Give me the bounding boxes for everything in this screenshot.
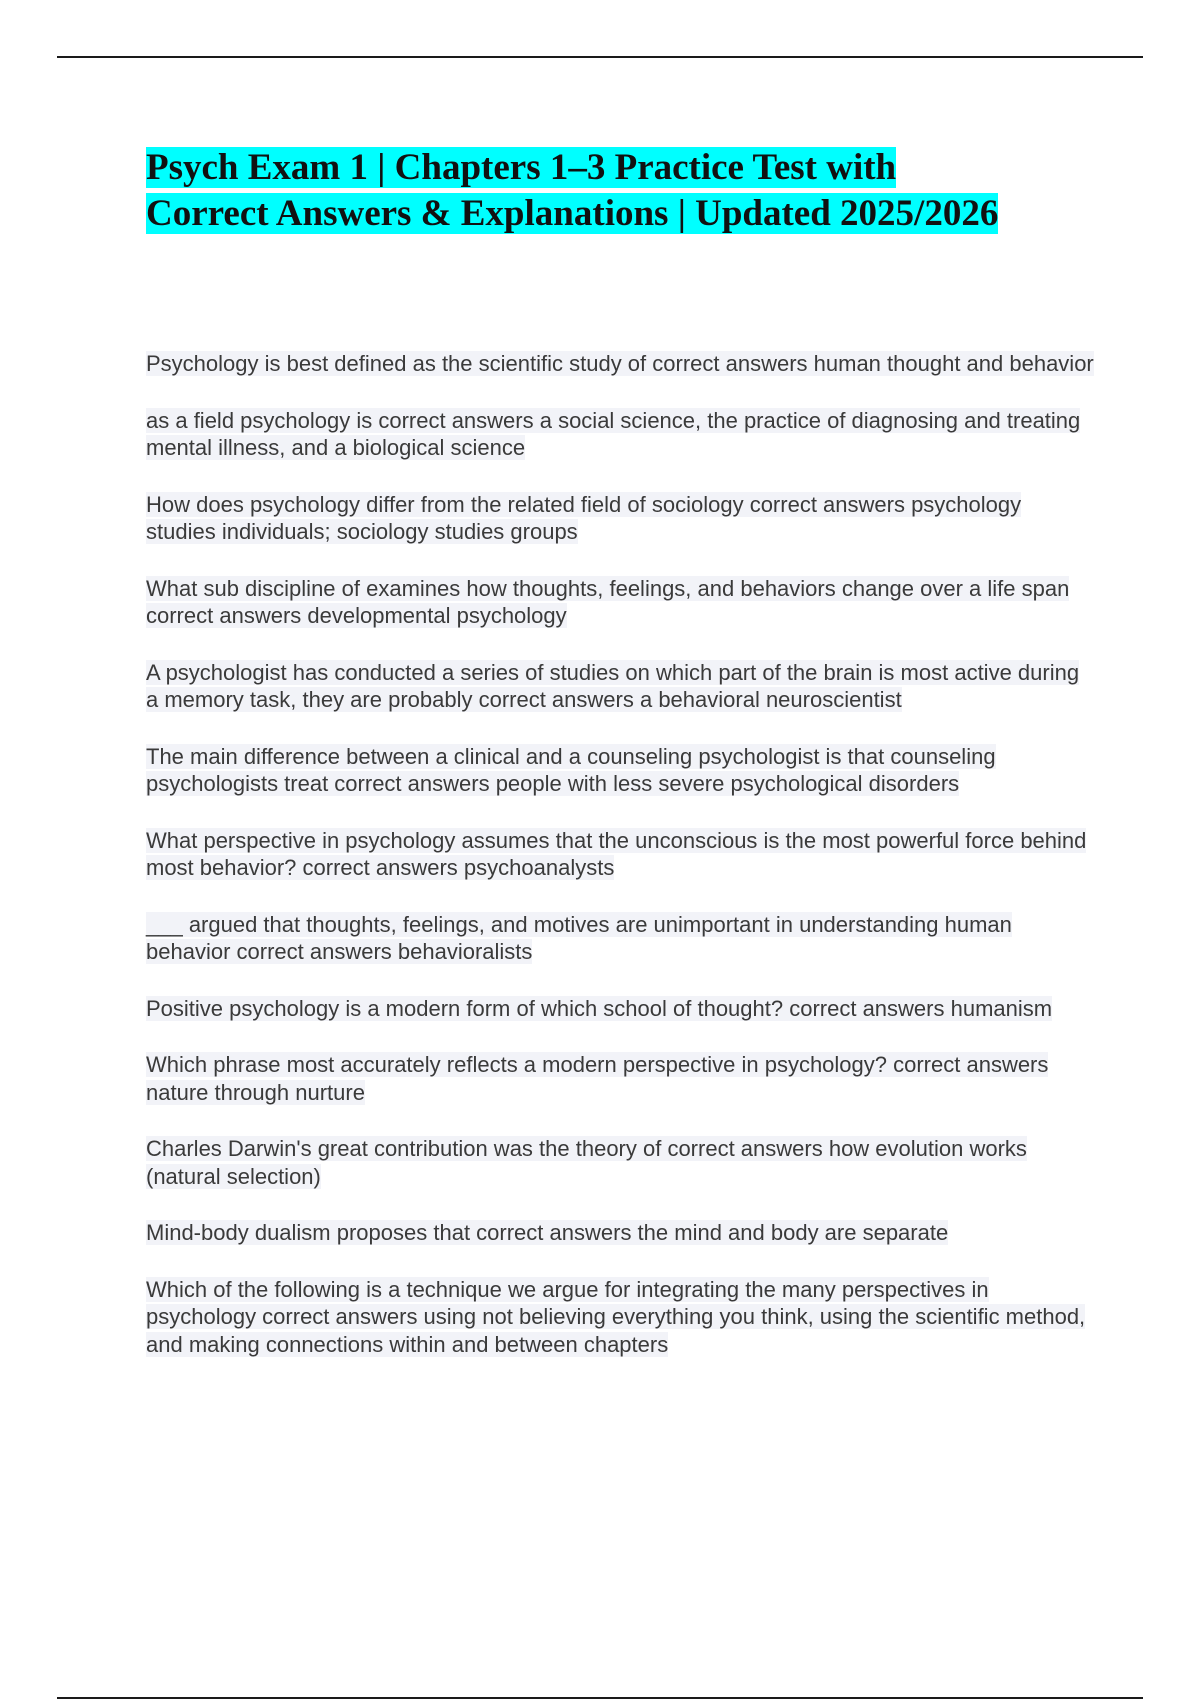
qa-text: A psychologist has conducted a series of studies on which part of the brain is most active during a memory task, they are probably correct answers a behavioral neuroscientist	[146, 659, 1080, 712]
header-rule	[57, 56, 1143, 58]
qa-item	[146, 995, 1096, 1023]
qa-text: Charles Darwin's great contribution was the theory of correct answers how evolution works (natural selection)	[146, 1136, 1027, 1189]
qa-text: Which of the following is a technique we argue for integrating the many perspectives in psychology correct answers using not believing everything you think, using the scientific method, and making connections within and between chapters	[146, 1276, 1086, 1357]
qa-text: Psychology is best defined as the scientific study of correct answers human thought and behavior	[146, 351, 1094, 376]
qa-item	[146, 575, 1096, 630]
footer-rule	[57, 1697, 1143, 1699]
qa-item	[146, 743, 1096, 798]
qa-text: Positive psychology is a modern form of which school of thought? correct answers humanism	[146, 995, 1053, 1021]
qa-text: Which phrase most accurately reflects a modern perspective in psychology? correct answers nature through nurture	[146, 1052, 1049, 1105]
title-line: Psych Exam 1 | Chapters 1–3 Practice Test with	[146, 147, 897, 188]
qa-item	[146, 407, 1096, 462]
qa-text: Mind-body dualism proposes that correct answers the mind and body are separate	[146, 1220, 949, 1245]
qa-text: ___ argued that thoughts, feelings, and motives are unimportant in understanding human behavior correct answers behavioralists	[146, 911, 1012, 964]
question-answer-list	[146, 350, 1096, 1387]
qa-item	[146, 1135, 1096, 1190]
qa-text: How does psychology differ from the related field of sociology correct answers psychology studies individuals; sociology studies groups	[146, 491, 1022, 544]
qa-item	[146, 1051, 1096, 1106]
qa-item	[146, 911, 1096, 966]
qa-text: The main difference between a clinical and a counseling psychologist is that counseling psychologists treat correct answers people with less severe psychological disorders	[146, 743, 996, 796]
qa-text: What sub discipline of examines how thoughts, feelings, and behaviors change over a life span correct answers developmental psychology	[146, 575, 1070, 628]
title-line: Correct Answers & Explanations | Updated 2025/2026	[146, 193, 999, 234]
qa-item	[146, 350, 1096, 378]
qa-item	[146, 827, 1096, 882]
qa-item	[146, 1276, 1096, 1359]
document-title	[146, 145, 1086, 237]
qa-item	[146, 491, 1096, 546]
qa-text: as a field psychology is correct answers a social science, the practice of diagnosing and treating mental illness, and a biological science	[146, 407, 1081, 460]
qa-text: What perspective in psychology assumes that the unconscious is the most powerful force behind most behavior? correct answers psychoanalysts	[146, 827, 1087, 880]
qa-item	[146, 1219, 1096, 1247]
qa-item	[146, 659, 1096, 714]
